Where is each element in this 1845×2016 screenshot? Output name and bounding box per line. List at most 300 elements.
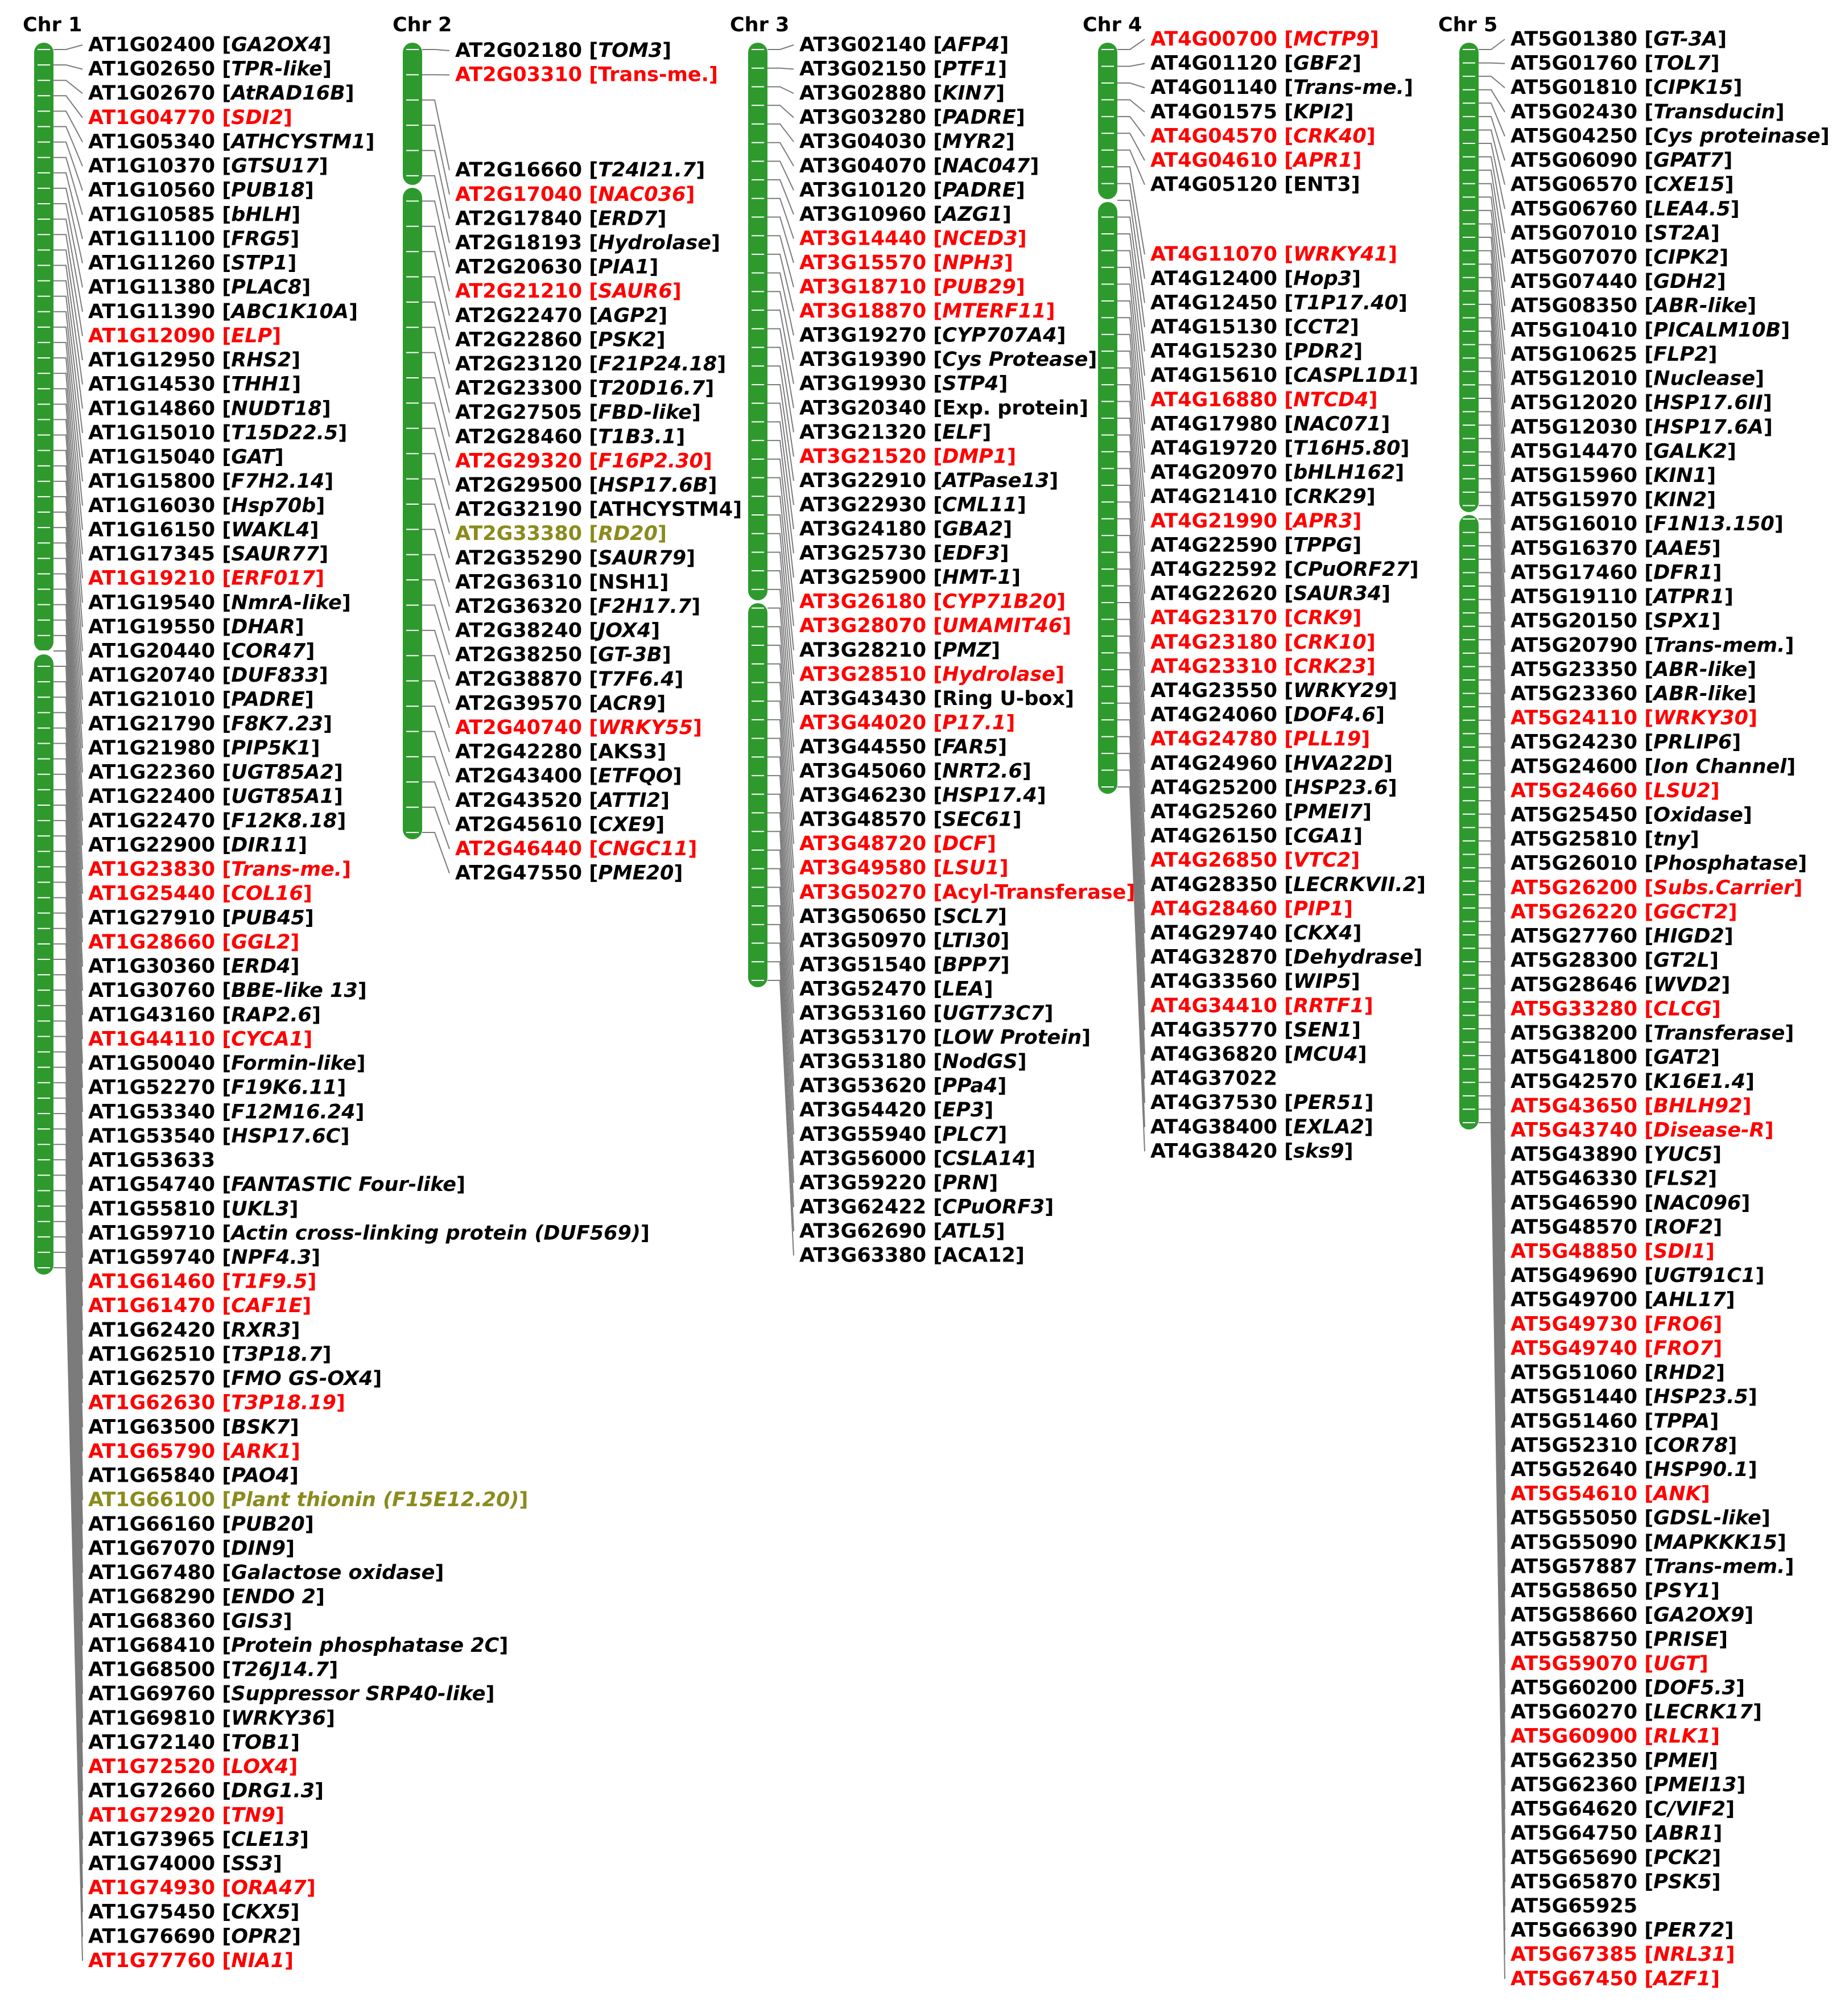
gene-name: EDF3 — [942, 542, 1000, 565]
bracket-close: ] — [691, 401, 701, 424]
bracket-open: [ — [215, 106, 232, 129]
bracket-close: ] — [341, 858, 351, 881]
gene-name: GPAT7 — [1653, 149, 1724, 172]
gene-name: ST2A — [1653, 221, 1711, 245]
bracket-close: ] — [1774, 513, 1784, 536]
gene-name: CGA1 — [1293, 824, 1354, 848]
chr4-connectors — [1117, 39, 1145, 1151]
gene-id: AT5G60900 — [1510, 1725, 1638, 1748]
gene-name: DOF5.3 — [1653, 1676, 1736, 1700]
gene-label — [799, 1172, 998, 1194]
bracket-close: ] — [1012, 808, 1022, 831]
gene-label — [455, 183, 695, 206]
bracket-close: ] — [1012, 566, 1021, 589]
bracket-open: [ — [926, 881, 943, 904]
bracket-open: [ — [215, 1949, 232, 1972]
gene-name: WRKY29 — [1293, 679, 1389, 702]
bracket-open: [ — [215, 1561, 232, 1585]
gene-label — [799, 421, 991, 444]
gene-id: AT3G28070 — [799, 615, 927, 638]
gene-id: AT1G14530 — [88, 373, 216, 396]
bracket-open: [ — [1637, 1386, 1654, 1409]
gene-id: AT3G19390 — [799, 348, 927, 372]
gene-name: GT-3A — [1653, 28, 1718, 51]
gene-name: CLCG — [1653, 997, 1712, 1021]
bracket-close: ] — [1798, 852, 1807, 875]
gene-name: PMEI7 — [1293, 801, 1363, 823]
bracket-open: [ — [215, 1294, 232, 1318]
gene-id: AT4G23550 — [1150, 679, 1278, 702]
bracket-open: [ — [1637, 755, 1654, 778]
gene-name: GT2L — [1653, 949, 1710, 972]
gene-label — [455, 328, 666, 351]
bracket-close: ] — [323, 57, 332, 81]
gene-name: Hsp70b — [231, 494, 316, 517]
gene-label — [1150, 437, 1410, 460]
gene-label — [1510, 1749, 1718, 1772]
gene-name: NAC096 — [1653, 1192, 1741, 1215]
bracket-open: [ — [1637, 1555, 1654, 1578]
gene-label — [88, 397, 331, 420]
bracket-close: ] — [485, 1683, 495, 1706]
gene-label — [799, 736, 1007, 758]
bracket-close: ] — [1353, 340, 1363, 363]
gene-label — [1510, 586, 1733, 608]
gene-label — [1510, 368, 1764, 390]
bracket-open: [ — [1637, 973, 1654, 996]
chr3-title: Chr 3 — [730, 14, 790, 36]
gene-id: AT3G44020 — [799, 711, 927, 735]
gene-label — [1510, 1846, 1721, 1869]
gene-id: AT4G37022 — [1150, 1067, 1278, 1090]
gene-label — [1510, 101, 1785, 123]
gene-label — [1510, 828, 1699, 851]
bracket-close: ] — [1711, 1967, 1720, 1990]
gene-label — [88, 1271, 316, 1293]
bracket-close: ] — [1056, 590, 1066, 613]
gene-label — [88, 1755, 298, 1778]
bracket-close: ] — [1713, 1313, 1723, 1336]
gene-label — [1510, 1119, 1774, 1141]
gene-label — [88, 1367, 382, 1390]
gene-label — [1150, 801, 1372, 823]
bracket-close: ] — [288, 1755, 298, 1779]
gene-id: AT5G10625 — [1510, 343, 1638, 366]
gene-label — [88, 1853, 282, 1875]
gene-label — [1150, 728, 1370, 751]
gene-label — [88, 1901, 299, 1924]
bracket-open: [ — [1277, 149, 1294, 172]
gene-label — [799, 857, 1009, 880]
gene-name: RXR3 — [231, 1318, 291, 1342]
gene-label — [1510, 1652, 1708, 1675]
bracket-open: [ — [1277, 1140, 1294, 1163]
gene-label — [88, 58, 332, 81]
bracket-close: ] — [1016, 275, 1025, 299]
gene-id: AT2G02180 — [455, 39, 583, 62]
gene-id: AT1G74930 — [88, 1877, 216, 1900]
gene-name: SAUR6 — [598, 280, 672, 303]
bracket-close: ] — [357, 979, 367, 1003]
bracket-open: [ — [215, 785, 232, 809]
gene-name: Actin cross-linking protein (DUF569) — [231, 1222, 641, 1245]
gene-label — [88, 1222, 650, 1244]
bracket-close: ] — [686, 183, 695, 206]
gene-label — [88, 1343, 332, 1366]
bracket-open: [ — [1637, 221, 1654, 245]
gene-label — [799, 324, 1066, 347]
gene-id: AT3G21520 — [799, 445, 927, 468]
bracket-open: [ — [215, 57, 232, 81]
bracket-close: ] — [982, 420, 992, 444]
bracket-close: ] — [984, 978, 993, 1001]
gene-label — [1150, 946, 1422, 969]
bracket-close: ] — [1062, 615, 1072, 638]
gene-label — [455, 765, 682, 788]
bracket-open: [ — [1637, 1434, 1654, 1457]
bracket-open: [ — [1637, 586, 1654, 609]
gene-id: AT5G42570 — [1510, 1070, 1638, 1094]
gene-id: AT3G44550 — [799, 735, 927, 758]
gene-label — [1150, 655, 1376, 678]
bracket-open: [ — [1277, 340, 1294, 363]
gene-label — [1510, 1410, 1719, 1433]
bracket-open: [ — [926, 179, 943, 202]
bracket-close: ] — [1015, 1244, 1025, 1267]
bracket-close: ] — [991, 638, 1001, 662]
gene-id: AT5G17460 — [1510, 561, 1638, 584]
bracket-close: ] — [365, 130, 375, 154]
gene-id: AT1G19210 — [88, 567, 216, 590]
bracket-open: [ — [1637, 779, 1654, 802]
bracket-close: ] — [307, 1270, 317, 1293]
gene-id: AT4G32870 — [1150, 946, 1278, 969]
gene-id: AT4G25260 — [1150, 801, 1278, 823]
bracket-open: [ — [926, 1244, 943, 1267]
bracket-open: [ — [1277, 994, 1294, 1017]
bracket-open: [ — [1637, 52, 1654, 75]
bracket-close: ] — [324, 470, 334, 493]
gene-name: ETFQO — [598, 765, 673, 788]
bracket-open: [ — [215, 1779, 232, 1803]
gene-name: BBE-like 13 — [231, 979, 358, 1003]
bracket-open: [ — [1637, 682, 1654, 706]
gene-name: CRK23 — [1293, 655, 1367, 678]
bracket-open: [ — [1637, 1628, 1654, 1651]
gene-name: PIP5K1 — [231, 736, 311, 760]
gene-name: ENDO 2 — [231, 1585, 316, 1609]
gene-name: F1N13.150 — [1653, 513, 1774, 536]
bracket-close: ] — [306, 640, 315, 663]
gene-name: T1F9.5 — [231, 1270, 308, 1293]
gene-id: AT1G30760 — [88, 979, 216, 1003]
bracket-open: [ — [582, 63, 599, 86]
gene-label — [799, 1244, 1025, 1267]
gene-label — [88, 1125, 349, 1148]
gene-id: AT5G65925 — [1510, 1894, 1638, 1918]
gene-id: AT5G01760 — [1510, 52, 1638, 75]
gene-name: ABR-like — [1653, 682, 1748, 706]
bracket-open: [ — [926, 324, 943, 347]
gene-label — [88, 1246, 320, 1269]
gene-id: AT3G02880 — [799, 82, 927, 105]
gene-id: AT5G12020 — [1510, 391, 1638, 415]
gene-name: KIN7 — [942, 82, 996, 105]
gene-name: ABR1 — [1653, 1822, 1714, 1845]
bracket-close: ] — [662, 644, 671, 667]
gene-id: AT5G06090 — [1510, 149, 1638, 172]
gene-id: AT1G62630 — [88, 1391, 216, 1415]
bracket-close: ] — [651, 619, 661, 642]
bracket-open: [ — [926, 1026, 943, 1049]
gene-id: AT1G22470 — [88, 809, 216, 832]
bracket-open: [ — [582, 474, 599, 497]
bracket-open: [ — [926, 590, 943, 613]
gene-label — [1150, 52, 1361, 75]
bracket-open: [ — [1637, 464, 1654, 487]
gene-name: T20D16.7 — [598, 377, 705, 400]
gene-id: AT2G35290 — [455, 546, 583, 570]
bracket-close: ] — [1723, 149, 1733, 172]
gene-name: SDI1 — [1653, 1240, 1706, 1263]
gene-id: AT5G23350 — [1510, 658, 1638, 681]
gene-name: EP3 — [942, 1099, 985, 1122]
bracket-close: ] — [311, 736, 320, 760]
bracket-open: [ — [926, 445, 943, 468]
gene-id: AT2G18193 — [455, 232, 583, 254]
bracket-close: ] — [1728, 1434, 1737, 1457]
gene-id: AT5G57887 — [1510, 1555, 1638, 1578]
gene-label — [1150, 1140, 1353, 1162]
bracket-close: ] — [693, 716, 703, 739]
gene-name: PADRE — [231, 688, 305, 711]
gene-name: MCTP9 — [1293, 28, 1370, 51]
gene-id: AT1G23830 — [88, 858, 216, 881]
gene-name: LECRK17 — [1653, 1701, 1753, 1724]
chr4-title: Chr 4 — [1083, 14, 1142, 36]
gene-id: AT3G24180 — [799, 518, 927, 541]
gene-name: SCL7 — [942, 905, 998, 928]
bracket-open: [ — [1637, 415, 1654, 439]
gene-id: AT5G28300 — [1510, 949, 1638, 972]
gene-name: LOW Protein — [942, 1026, 1082, 1049]
bracket-open: [ — [1277, 485, 1294, 509]
gene-label — [799, 82, 1005, 105]
bracket-open: [ — [1637, 1458, 1654, 1481]
bracket-open: [ — [1637, 1919, 1654, 1942]
gene-label — [1510, 295, 1756, 318]
bracket-open: [ — [582, 304, 599, 327]
chr1-arm-1 — [34, 43, 53, 652]
gene-id: AT1G61470 — [88, 1294, 216, 1318]
gene-label — [1150, 825, 1363, 848]
gene-name: COR47 — [231, 640, 306, 663]
bracket-close: ] — [1000, 953, 1010, 976]
gene-id: AT1G69810 — [88, 1706, 216, 1730]
bracket-close: ] — [1726, 1288, 1735, 1312]
gene-name: ERD4 — [231, 955, 291, 978]
bracket-open: [ — [215, 203, 232, 226]
gene-label — [88, 1077, 346, 1099]
gene-id: AT4G12450 — [1150, 291, 1278, 315]
gene-label — [1510, 707, 1757, 729]
gene-label — [1510, 901, 1737, 924]
gene-name: CYP707A4 — [942, 324, 1057, 347]
gene-label — [1510, 464, 1716, 487]
gene-id: AT5G51060 — [1510, 1361, 1638, 1384]
bracket-open: [ — [1277, 607, 1294, 630]
bracket-close: ] — [340, 1124, 350, 1148]
gene-label — [1510, 1822, 1722, 1845]
gene-name: ATHCYSTM4 — [598, 498, 733, 521]
gene-id: AT1G04770 — [88, 106, 216, 129]
gene-id: AT3G28510 — [799, 663, 927, 686]
gene-label — [88, 1319, 300, 1342]
gene-id: AT5G08350 — [1510, 294, 1638, 318]
gene-id: AT5G07440 — [1510, 270, 1638, 294]
gene-id: AT1G22360 — [88, 761, 216, 784]
bracket-close: ] — [1352, 267, 1361, 290]
bracket-open: [ — [1277, 28, 1294, 51]
gene-label — [1510, 780, 1720, 802]
gene-id: AT4G15610 — [1150, 364, 1278, 387]
gene-name: F2H17.7 — [598, 595, 692, 618]
gene-id: AT4G22590 — [1150, 534, 1278, 557]
bracket-open: [ — [215, 373, 232, 396]
bracket-close: ] — [355, 1100, 365, 1124]
bracket-close: ] — [1016, 179, 1025, 202]
gene-id: AT1G53340 — [88, 1100, 216, 1124]
gene-id: AT5G64750 — [1510, 1822, 1638, 1845]
bracket-close: ] — [1736, 1773, 1746, 1796]
bracket-open: [ — [215, 1197, 232, 1221]
bracket-open: [ — [215, 1585, 232, 1609]
gene-label — [88, 955, 300, 978]
bracket-open: [ — [1637, 1580, 1654, 1603]
connector-line — [53, 158, 82, 215]
bracket-open: [ — [1637, 76, 1654, 100]
bracket-open: [ — [215, 688, 232, 711]
bracket-open: [ — [215, 1852, 232, 1875]
gene-label — [1510, 149, 1732, 172]
bracket-open: [ — [926, 542, 943, 565]
gene-id: AT5G62350 — [1510, 1749, 1638, 1772]
gene-name: ABC1K10A — [231, 300, 349, 323]
gene-id: AT5G43890 — [1510, 1143, 1638, 1166]
bracket-close: ] — [1363, 801, 1372, 823]
gene-name: PLAC8 — [231, 276, 302, 299]
gene-label — [1510, 28, 1727, 51]
gene-id: AT3G51540 — [799, 953, 927, 976]
gene-id: AT1G63500 — [88, 1416, 216, 1439]
bracket-open: [ — [1637, 1531, 1654, 1554]
gene-label — [1510, 1604, 1753, 1627]
gene-label — [455, 64, 718, 86]
gene-label — [88, 228, 299, 250]
bracket-open: [ — [926, 469, 943, 492]
bracket-close: ] — [1755, 367, 1765, 390]
gene-id: AT5G16370 — [1510, 537, 1638, 560]
gene-id: AT1G21790 — [88, 712, 216, 736]
bracket-close: ] — [1741, 1192, 1751, 1215]
bracket-open: [ — [215, 1222, 232, 1245]
chr1-connectors — [53, 45, 82, 1961]
bracket-open: [ — [1637, 1409, 1654, 1433]
gene-label — [88, 324, 281, 347]
gene-label — [1510, 561, 1722, 584]
bracket-close: ] — [696, 159, 705, 182]
bracket-close: ] — [337, 809, 346, 832]
gene-label — [455, 377, 714, 400]
gene-id: AT3G63380 — [799, 1244, 927, 1267]
gene-name: PIP1 — [1293, 897, 1344, 921]
bracket-close: ] — [672, 280, 682, 303]
chr5-connectors — [1479, 39, 1505, 1979]
gene-label — [455, 522, 667, 545]
gene-id: AT1G72520 — [88, 1755, 216, 1779]
bracket-close: ] — [292, 1925, 301, 1948]
bracket-open: [ — [926, 615, 943, 638]
gene-label — [799, 469, 1058, 492]
gene-name: UMAMIT46 — [942, 615, 1063, 638]
bracket-close: ] — [686, 546, 696, 570]
gene-label — [88, 1949, 294, 1972]
gene-label — [88, 1489, 528, 1511]
gene-id: AT3G18710 — [799, 275, 927, 299]
gene-label — [1150, 413, 1390, 435]
gene-id: AT5G33280 — [1510, 997, 1638, 1021]
gene-name: PLC7 — [942, 1123, 998, 1146]
bracket-open: [ — [215, 834, 232, 857]
bracket-close: ] — [1715, 1361, 1725, 1384]
gene-name: NPF4.3 — [231, 1246, 312, 1269]
bracket-open: [ — [215, 1804, 232, 1827]
bracket-open: [ — [1277, 776, 1294, 799]
gene-name: PRLIP6 — [1653, 731, 1732, 754]
gene-label — [455, 813, 664, 836]
bracket-open: [ — [926, 1002, 943, 1025]
gene-label — [455, 716, 702, 739]
bracket-close: ] — [290, 1731, 300, 1754]
gene-name: PTF1 — [942, 57, 998, 81]
bracket-open: [ — [215, 518, 232, 542]
gene-id: AT2G28460 — [455, 425, 583, 448]
bracket-close: ] — [1699, 1652, 1708, 1675]
bracket-open: [ — [1637, 1361, 1654, 1384]
bracket-close: ] — [1747, 682, 1757, 706]
gene-id: AT4G05120 — [1150, 173, 1278, 196]
gene-label — [1150, 1019, 1361, 1041]
gene-id: AT4G38400 — [1150, 1115, 1278, 1139]
gene-name: CYP71B20 — [942, 590, 1057, 613]
gene-label — [1510, 1046, 1720, 1069]
bracket-open: [ — [1637, 343, 1654, 366]
gene-name: Trans-me. — [598, 63, 709, 86]
gene-name: LTI30 — [942, 929, 1001, 953]
gene-label — [1150, 752, 1393, 775]
bracket-close: ] — [1409, 364, 1418, 387]
gene-label — [1150, 995, 1373, 1017]
bracket-close: ] — [1395, 461, 1405, 484]
gene-id: AT5G48570 — [1510, 1215, 1638, 1239]
gene-id: AT1G22900 — [88, 834, 216, 857]
gene-label — [88, 858, 351, 881]
bracket-close: ] — [1719, 246, 1729, 269]
bracket-close: ] — [1786, 755, 1796, 778]
gene-id: AT3G22910 — [799, 469, 927, 492]
gene-id: AT2G43520 — [455, 789, 583, 812]
gene-id: AT4G23180 — [1150, 630, 1278, 654]
